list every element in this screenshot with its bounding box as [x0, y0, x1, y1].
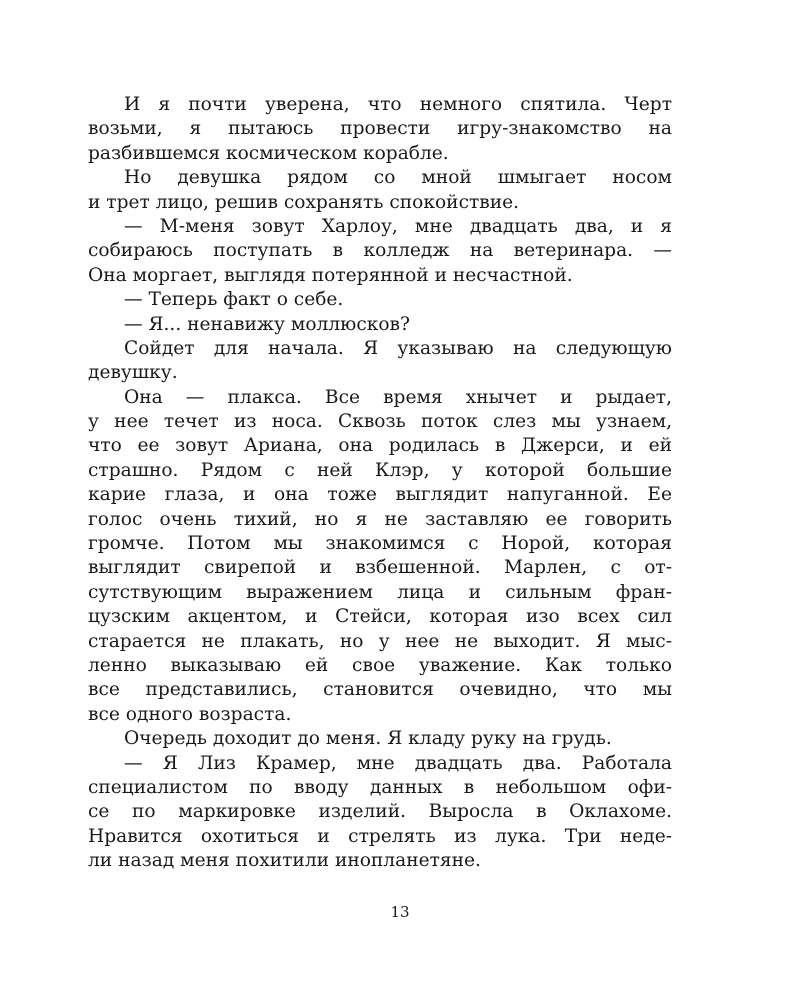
- text-line: специалистом по вводу данных в небольшом офи-: [88, 776, 672, 798]
- text-line: громче. Потом мы знакомимся с Норой, которая: [88, 533, 672, 555]
- text-line: у нее течет из носа. Сквозь поток слез мы узнаем,: [88, 411, 672, 433]
- book-page-text: [88, 93, 672, 874]
- text-line: Нравится охотиться и стрелять из лука. Три неде-: [88, 825, 672, 847]
- text-line: девушку.: [88, 362, 178, 384]
- text-line: возьми, я пытаюсь провести игру-знакомство на: [88, 118, 672, 140]
- text-line: — Теперь факт о себе.: [124, 289, 344, 311]
- text-line: выглядит свирепой и взбешенной. Марлен, с от-: [88, 557, 672, 579]
- text-line: что ее зовут Ариана, она родилась в Джерси, и ей: [88, 435, 672, 457]
- text-line: И я почти уверена, что немного спятила. Черт: [124, 94, 672, 115]
- text-line: сутствующим выражением лица и сильным фран-: [88, 581, 672, 603]
- text-line: собираюсь поступать в колледж на ветеринара. —: [88, 240, 672, 262]
- text-line: ли назад меня похитили инопланетяне.: [88, 850, 481, 872]
- text-line: голос очень тихий, но я не заставляю ее говорить: [88, 508, 672, 530]
- text-line: — М-меня зовут Харлоу, мне двадцать два, и я: [124, 215, 672, 237]
- text-line: Сойдет для начала. Я указываю на следующую: [124, 337, 672, 359]
- text-line: все представились, становится очевидно, что мы: [88, 679, 672, 701]
- text-line: Она — плакса. Все время хнычет и рыдает,: [124, 386, 672, 408]
- text-line: — Я Лиз Крамер, мне двадцать два. Работала: [124, 752, 672, 774]
- text-line: все одного возраста.: [88, 703, 292, 725]
- text-line: и трет лицо, решив сохранять спокойствие.: [88, 191, 520, 213]
- page-number: 13: [390, 903, 410, 921]
- text-line: Очередь доходит до меня. Я кладу руку на грудь.: [124, 728, 612, 750]
- text-line: се по маркировке изделий. Выросла в Оклахоме.: [88, 801, 672, 823]
- text-line: карие глаза, и она тоже выглядит напуганной. Ее: [88, 484, 672, 506]
- text-line: разбившемся космическом корабле.: [88, 142, 449, 164]
- text-line: — Я... ненавижу моллюсков?: [124, 313, 410, 335]
- text-line: Она моргает, выглядя потерянной и несчастной.: [88, 264, 573, 286]
- text-line: Но девушка рядом со мной шмыгает носом: [124, 167, 672, 189]
- text-line: цузским акцентом, и Стейси, которая изо всех сил: [88, 606, 672, 628]
- text-line: страшно. Рядом с ней Клэр, у которой большие: [88, 459, 672, 481]
- text-line: ленно выказываю ей свое уважение. Как только: [88, 654, 672, 676]
- text-line: старается не плакать, но у нее не выходит. Я мыс-: [88, 630, 672, 652]
